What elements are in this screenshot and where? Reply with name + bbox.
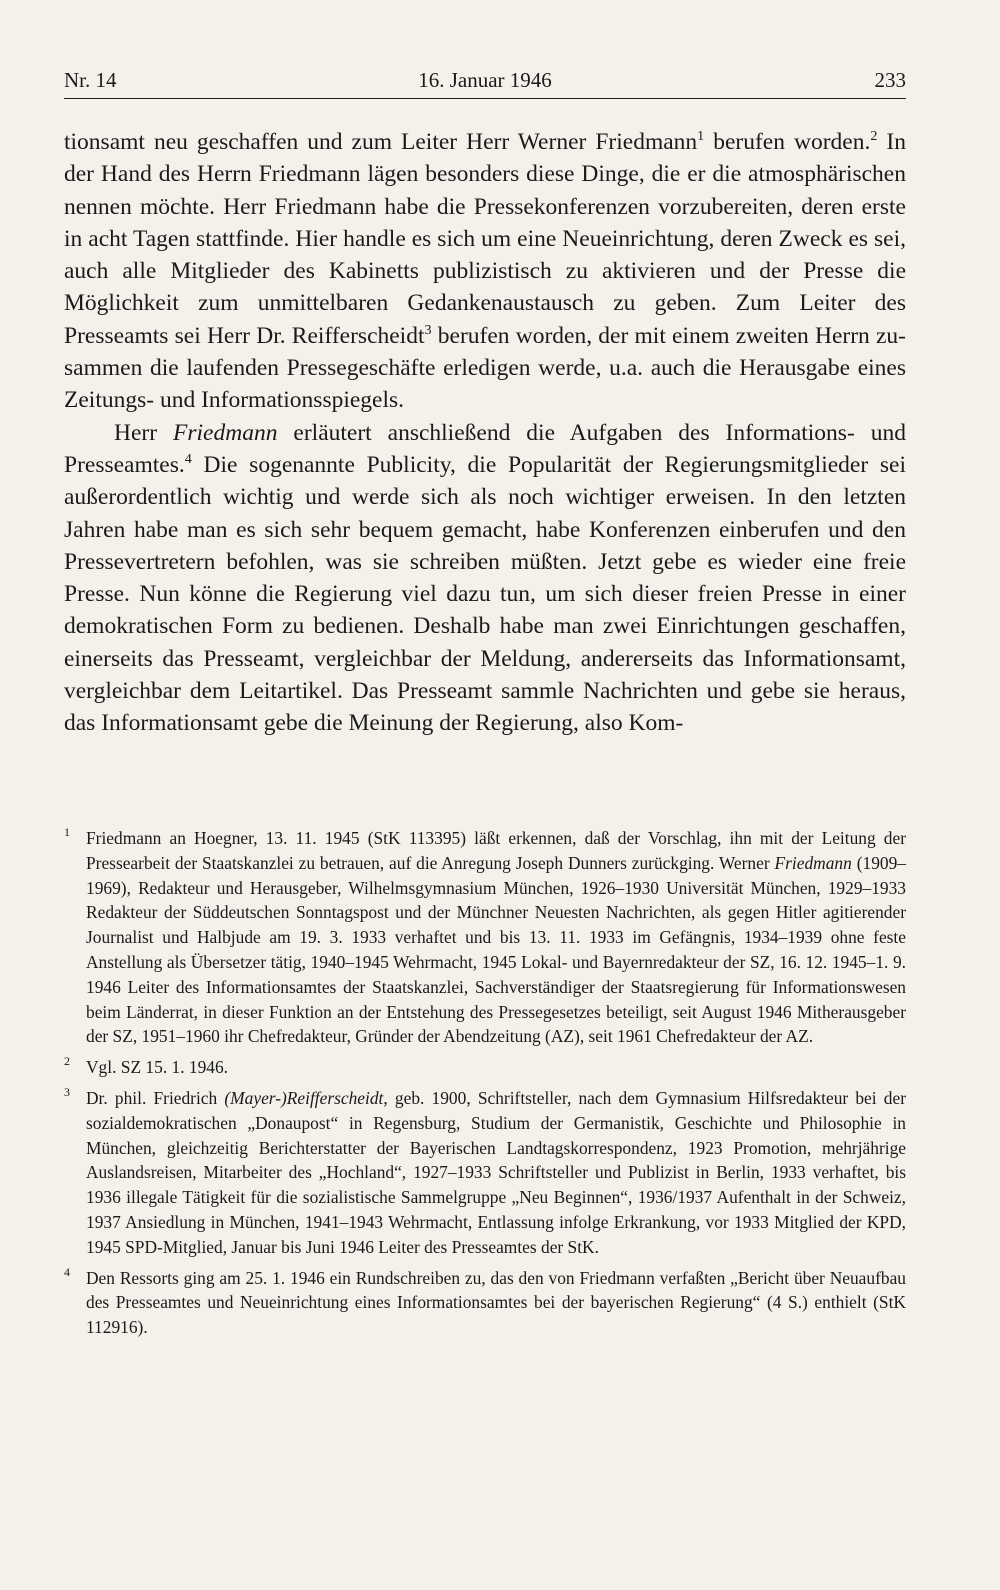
- text-run: berufen worden.: [704, 129, 871, 155]
- footnote-3: [64, 1086, 906, 1260]
- footnote-text: (1909–1969), Redakteur und Herausgeber, Wilhelmsgymnasium München, 1926–1930 Universität München, 1929–1933 Redakteur der Süddeutschen Sonntagspost und der Münchner Neuesten Nachrichten, als gegen Hitler agitierender Journalist und Halbjude am 19. 3. 1933 verhaftet und bis 13. 11. 1933 im Gefängnis, 1934–1939 ohne feste Anstellung als Übersetzer tätig, 1940–1945 Wehrmacht, 1945 Lokal- und Bayernredakteur der SZ, 16. 12. 1945–1. 9. 1946 Leiter des Informationsamtes der Staatskanzlei, Sachverständiger der Staatsregierung für Informationswesen beim Länderrat, in dieser Funktion an der Entstehung des Pressegesetzes beteiligt, seit August 1946 Mitherausgeber der SZ, 1951–1960 ihr Chefredakteur, Gründer der Abendzeitung (AZ), seit 1961 Chefredakteur der AZ.: [86, 852, 906, 1047]
- footnote-2: [64, 1055, 906, 1080]
- footnote-name: Friedmann: [774, 852, 852, 873]
- footnote-name: (Mayer-)Reifferscheidt: [224, 1087, 384, 1108]
- footnote-text: Den Ressorts ging am 25. 1. 1946 ein Rundschreiben zu, das den von Friedmann verfaßten „Bericht über Neuaufbau des Presseamtes und Neueinrichtung eines Informationsamtes bei der bayerischen Regierung“ (4 S.) enthielt (StK 112916).: [86, 1267, 906, 1338]
- footnote-4: [64, 1266, 906, 1340]
- paragraph-2: [64, 417, 906, 740]
- footnote-ref-3[interactable]: 3: [424, 321, 432, 338]
- footnote-ref-2[interactable]: 2: [870, 128, 878, 145]
- footnote-number: 2: [64, 1054, 70, 1069]
- footnote-text: , geb. 1900, Schriftsteller, nach dem Gymnasium Hilfsredakteur bei der sozialdemokratischen „Donaupost“ in Regensburg, Studium der Germanistik, Geschichte und Philosophie in München, gleichzeitig Berichterstatter der Bayerischen Landtagskorrespondenz, 1923 Promotion, mehrjährige Auslandsreisen, Mitarbeiter des „Hochland“, 1927–1933 Schriftsteller und Publizist in Berlin, 1933 verhaftet, bis 1936 illegale Tätigkeit für die sozialistische Sammelgruppe „Neu Beginnen“, 1936/1937 Aufenthalt in der Schweiz, 1937 Ansiedlung in München, 1941–1943 Wehrmacht, Entlassung infolge Erkrankung, vor 1933 Mitglied der KPD, 1945 SPD-Mitglied, Januar bis Juni 1946 Leiter des Presseamtes der StK.: [86, 1087, 906, 1257]
- page-header: [64, 64, 906, 99]
- footnote-ref-4[interactable]: 4: [184, 451, 192, 468]
- text-run: erläutert anschließend die Aufgaben des Informations- und Presseamtes.: [64, 419, 906, 478]
- text-run: Die sogenannte Publicity, die Popularität der Regierungsmitglieder sei außerordentlich wichtig und werde sich als noch wichtiger erweisen. In den letzten Jahren habe man es sich sehr bequem gemacht, habe Konferenzen einberufen und den Pressevertretern befohlen, was sie schreiben müßten. Jetzt gebe es wieder eine freie Presse. Nun könne die Regierung viel dazu tun, um sich dieser freien Presse in einer demokratischen Form zu bedienen. Deshalb habe man zwei Einrichtungen geschaffen, einerseits das Presseamt, vergleichbar der Meldung, andererseits das Informationsamt, vergleichbar dem Leitartikel. Das Presseamt sammle Nachrichten und gebe sie heraus, das Informationsamt gebe die Meinung der Regierung, also Kom-: [64, 451, 906, 737]
- footnote-text: Vgl. SZ 15. 1. 1946.: [86, 1057, 229, 1078]
- footnote-text: Dr. phil. Friedrich: [86, 1087, 225, 1108]
- footnote-text: Friedmann an Hoegner, 13. 11. 1945 (StK 113395) läßt erkennen, daß der Vorschlag, ihn mit der Leitung der Pressearbeit der Staatskanzlei zu betrauen, auf die Anregung Joseph Dunners zurückging. Werner: [86, 828, 906, 873]
- footnotes: [64, 826, 906, 1346]
- text-run: berufen worden, der mit einem zweiten Herrn zusammen die laufenden Pressegeschäfte erledigen werde, u.a. auch die Herausgabe eines Zeitungs- und Informationsspiegels.: [64, 322, 906, 414]
- header-date: 16. Januar 1946: [418, 68, 552, 92]
- main-text: [64, 126, 906, 740]
- footnote-number: 3: [64, 1084, 70, 1099]
- footnote-number: 4: [64, 1264, 70, 1279]
- footnote-ref-1[interactable]: 1: [697, 128, 705, 145]
- text-run: tionsamt neu geschaffen und zum Leiter Herr Werner Friedmann: [64, 129, 698, 155]
- text-run: Herr: [114, 419, 174, 446]
- page-number: 233: [874, 68, 906, 92]
- speaker-name: Friedmann: [173, 419, 278, 446]
- footnote-number: 1: [64, 825, 70, 839]
- issue-number: Nr. 14: [64, 68, 117, 92]
- paragraph-1: [64, 126, 906, 417]
- footnote-1: [64, 826, 906, 1049]
- text-run: In der Hand des Herrn Friedmann lägen besonders diese Dinge, die er die atmosphärischen nennen möchte. Herr Friedmann habe die Pressekonferenzen vorzubereiten, deren erste in acht Tagen stattfinde. Hier handle es sich um eine Neueinrichtung, deren Zweck es sei, auch alle Mitglieder des Kabinetts publizistisch zu aktivieren und der Presse die Möglichkeit zum unmittelbaren Gedankenaustausch zu geben. Zum Leiter des Presseamts sei Herr Dr. Reifferscheidt: [64, 129, 906, 349]
